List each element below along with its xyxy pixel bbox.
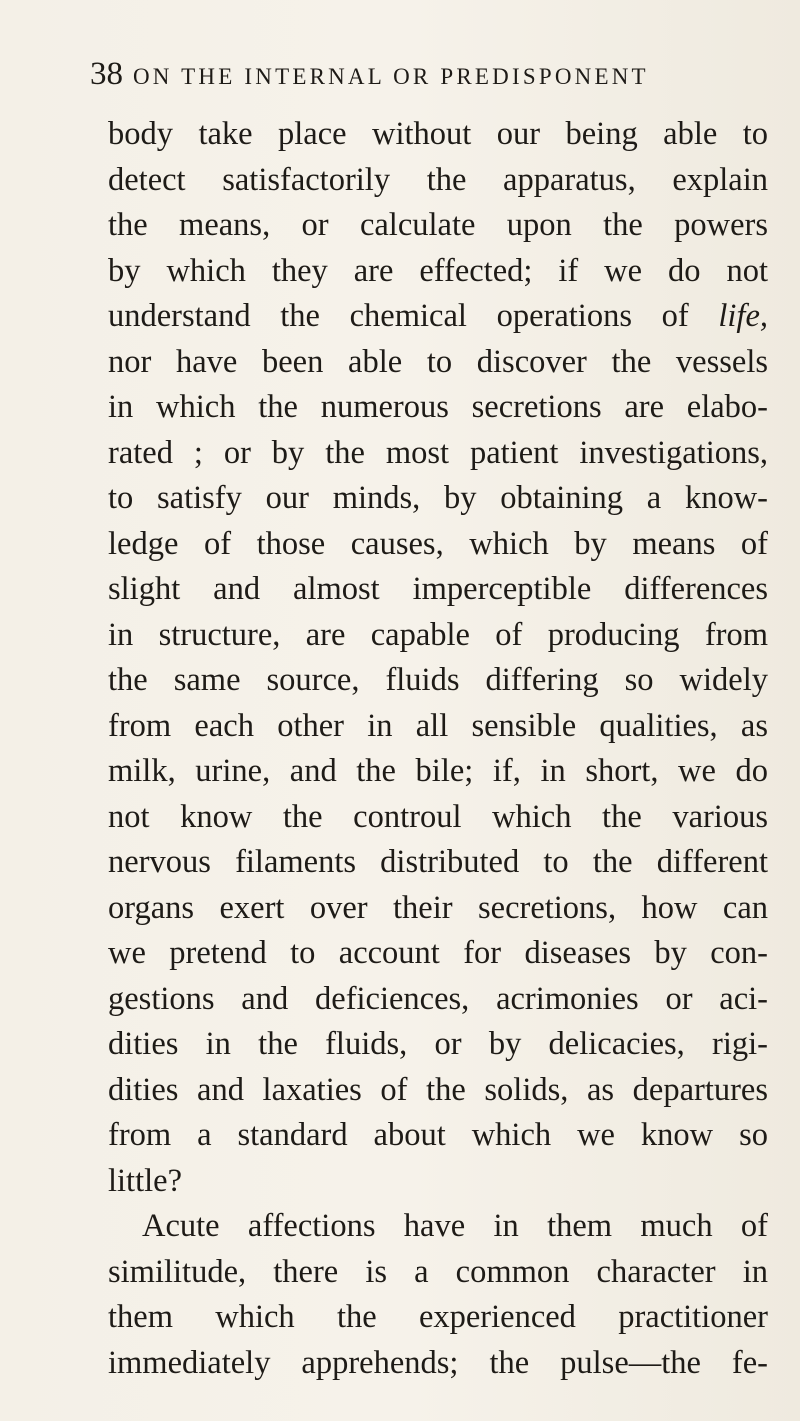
text-line: nervous filaments distributed to the different	[108, 844, 768, 880]
text-line: organs exert over their secretions, how can	[108, 889, 768, 926]
running-head: ON THE INTERNAL OR PREDISPONENT	[133, 64, 649, 89]
text-line: from each other in all sensible qualities, as	[108, 707, 768, 744]
text-line: by which they are effected; if we do not	[108, 252, 768, 289]
text-line: detect satisfactorily the apparatus, explain	[108, 161, 768, 198]
text-line: ledge of those causes, which by means of	[108, 525, 768, 562]
text-line: rated ; or by the most patient investigations,	[108, 434, 768, 471]
text-line: similitude, there is a common character in	[108, 1253, 768, 1290]
body-text	[108, 112, 768, 1386]
paragraph-2	[108, 1204, 768, 1386]
text-line: gestions and deficiences, acrimonies or aci-	[108, 980, 768, 1017]
text-line: we pretend to account for diseases by con-	[108, 935, 768, 971]
text-line: nor have been able to discover the vessels	[108, 343, 768, 380]
text-line: body take place without our being able to	[108, 116, 768, 152]
text-line: them which the experienced practitioner	[108, 1299, 768, 1335]
text-line: milk, urine, and the bile; if, in short, we do	[108, 753, 768, 789]
text-line: to satisfy our minds, by obtaining a know-	[108, 480, 768, 516]
text-line: dities and laxaties of the solids, as departures	[108, 1071, 768, 1108]
italic-word: life,	[718, 298, 768, 334]
text-line: from a standard about which we know so	[108, 1117, 768, 1153]
text-line: in structure, are capable of producing from	[108, 616, 768, 653]
text-segment: understand the chemical operations of	[108, 298, 719, 334]
text-line: little?	[108, 1162, 182, 1199]
text-line: slight and almost imperceptible differences	[108, 571, 768, 607]
paragraph-1	[108, 112, 768, 1204]
page-number: 38	[90, 56, 123, 92]
text-line: Acute affections have in them much of	[142, 1208, 768, 1244]
page-header	[90, 56, 750, 96]
text-line: immediately apprehends; the pulse—the fe-	[108, 1344, 768, 1381]
text-line: the same source, fluids differing so widely	[108, 662, 768, 698]
text-line: in which the numerous secretions are elabo-	[108, 389, 768, 425]
text-line: the means, or calculate upon the powers	[108, 207, 768, 243]
text-line-with-italic	[108, 294, 768, 340]
text-line: not know the controul which the various	[108, 798, 768, 835]
text-line: dities in the fluids, or by delicacies, rigi-	[108, 1026, 768, 1062]
